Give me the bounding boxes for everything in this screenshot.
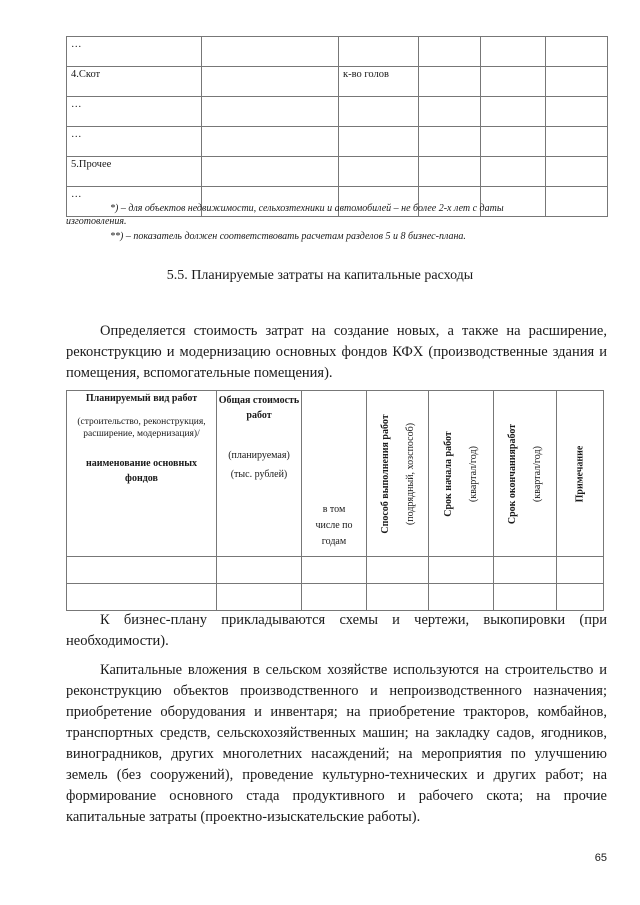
col-method-header [367, 391, 429, 557]
table-row [67, 67, 608, 97]
col-end-title: Срок окончанияработ [507, 423, 518, 524]
table-row [67, 37, 608, 67]
cell [339, 97, 419, 127]
col-note-title: Примечание [574, 445, 586, 502]
table-row [67, 584, 604, 611]
col-end-header [494, 391, 557, 557]
col-work-type-header [67, 391, 217, 557]
col-total-cost-title: Общая стоимость работ [218, 395, 300, 421]
cell: … [67, 37, 202, 67]
col-note-header [557, 391, 604, 557]
cell: … [67, 127, 202, 157]
col-total-cost-note-2: (тыс. рублей) [230, 469, 288, 480]
table-row [67, 127, 608, 157]
col-start-note: (квартал/год) [468, 445, 479, 502]
col-method-title: Способ выполнения работ [379, 413, 391, 534]
cell [339, 157, 419, 187]
table-header-row [67, 391, 604, 557]
schemes-paragraph: К бизнес-плану прикладываются схемы и чертежи, выкопировки (при необходимости). [66, 612, 607, 649]
section-heading: 5.5. Планируемые затраты на капитальные расходы [166, 268, 474, 283]
footnote-1-line-1: *) – для объектов недвижимости, сельхозтехники и автомобилей – не более 2-х лет с даты [110, 203, 504, 214]
assets-continuation-table [66, 36, 608, 217]
cell: … [67, 97, 202, 127]
col-by-years-text: в том числе по годам [315, 504, 353, 547]
col-work-type-title: Планируемый вид работ [85, 393, 198, 404]
cell: 5.Прочее [67, 157, 202, 187]
col-work-type-note: (строительство, реконструкция, расширение, модернизация)/ [77, 417, 206, 439]
intro-paragraph: Определяется стоимость затрат на создание новых, а также на расширение, реконструкцию и модернизацию основных фондов КФХ (производственные здания и помещения, вспомогательные помещения). [66, 323, 607, 381]
col-start-header [429, 391, 494, 557]
col-total-cost-note-1: (планируемая) [228, 450, 290, 461]
page-number: 65 [594, 852, 607, 864]
cell: к-во голов [339, 67, 419, 97]
table-row [67, 97, 608, 127]
col-method-note: (подрядный, хозспособ) [404, 422, 416, 525]
col-total-cost-header [217, 391, 302, 557]
capital-works-table [66, 390, 604, 611]
cell [339, 37, 419, 67]
col-start-title: Срок начала работ [443, 430, 454, 517]
cell: 4.Скот [67, 67, 202, 97]
footnote-2: **) – показатель должен соответствовать расчетам разделов 5 и 8 бизнес-плана. [110, 231, 466, 242]
cell [339, 127, 419, 157]
footnote-1-line-2: изготовления. [66, 216, 127, 227]
col-end-note: (квартал/год) [532, 445, 543, 502]
cell: … [67, 187, 202, 217]
table-row [67, 557, 604, 584]
capital-investments-paragraph: Капитальные вложения в сельском хозяйстве используются на строительство и реконструкцию объектов производственного и непроизводственного назначения; приобретение оборудования и инвентаря; на приобретение тракторов, комбайнов, транспортных средств, сельскохозяйственных машин; на закладку садов, ягодников, виноградников, других многолетних насаждений; на мероприятия по улучшению земель (без сооружений), проведение культурно-технических и других работ; на формирование основного стада продуктивного и рабочего скота; на прочие капитальные затраты (проектно-изыскательские работы). [66, 662, 607, 825]
col-by-years-header [302, 391, 367, 557]
table-row [67, 157, 608, 187]
col-work-type-sub: наименование основных фондов [85, 458, 198, 484]
